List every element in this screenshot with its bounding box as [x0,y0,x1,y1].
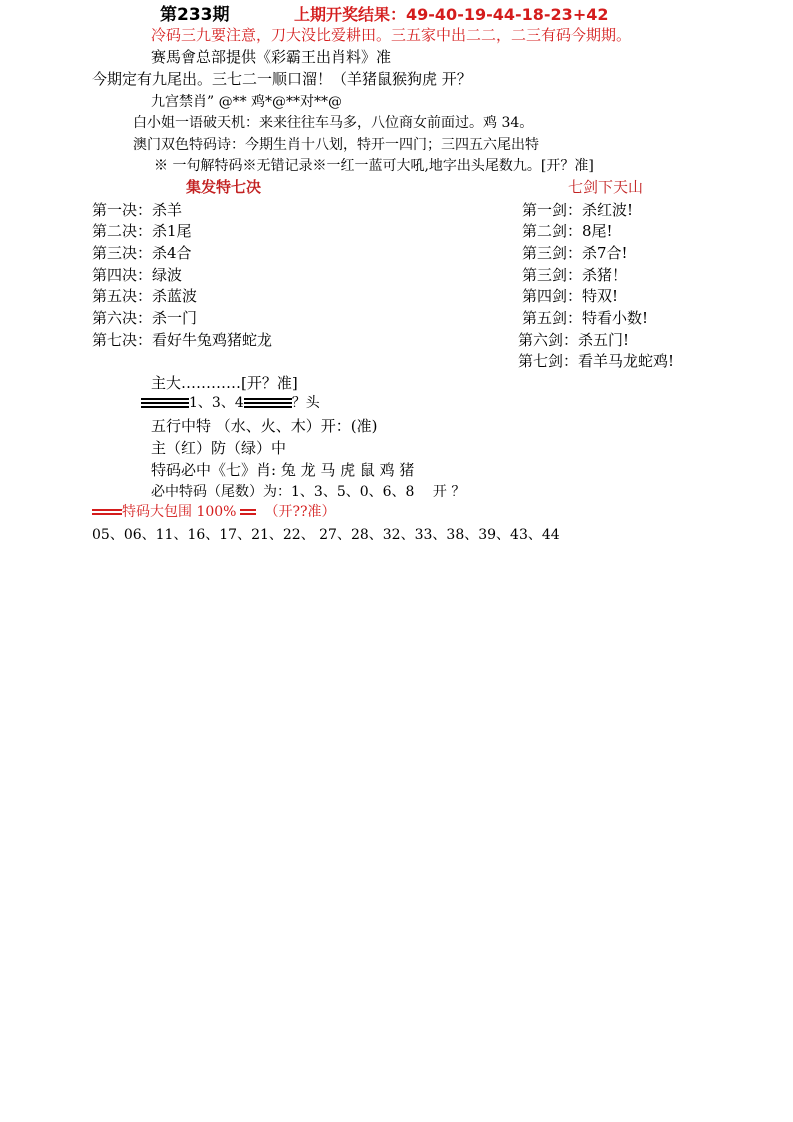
left-item-2: 第二决：杀1尾 [92,222,192,240]
left-item-4: 第四决：绿波 [92,266,183,284]
right-item-5: 第四剑：特双! [522,287,619,305]
head-pick-suffix: ？头 [291,395,320,411]
right-item-3: 第三剑：杀7合! [522,244,628,262]
right-item-8: 第七剑：看羊马龙蛇鸡! [518,352,675,370]
intro-line-5: 白小姐一语破天机：来来往往车马多，八位商女前面过。鸡 34。 [133,115,534,131]
last-result [294,7,608,23]
bag-line [92,505,336,519]
triple-bar-icon [244,396,292,410]
left-item-3: 第三决：杀4合 [92,244,192,262]
double-bar-icon [240,507,256,517]
intro-line-6: 澳门双色特码诗：今期生肖十八划，特开一四门；三四五六尾出特 [133,137,539,153]
intro-line-3: 今期定有九尾出。三七二一顺口溜！（羊猪鼠猴狗虎 开？ [92,70,472,88]
double-bar-icon [92,507,122,517]
intro-line-4: 九宫禁肖” @** 鸡*@**对**@ [151,94,343,110]
left-item-1: 第一决：杀羊 [92,201,183,219]
right-item-7: 第六剑：杀五门! [518,331,630,349]
bag-suffix: （开??准） [264,504,336,520]
right-section-title: 七剑下天山 [568,178,644,196]
result-numbers: 49-40-19-44-18-23+42 [406,5,609,24]
triple-bar-icon [141,396,189,410]
right-item-2: 第二剑：8尾! [522,222,613,240]
period-title: 第233期 [160,5,230,25]
five-elements-line: 五行中特 （水、火、木）开：(准) [151,417,378,435]
right-item-1: 第一剑：杀红波! [522,201,634,219]
bag-numbers: 05、06、11、16、17、21、22、 27、28、32、33、38、39、43、44 [92,527,560,543]
intro-line-7: ※ 一句解特码※无错记录※一红一蓝可大吼,地字出头尾数九。[开？准] [154,158,594,174]
right-item-6: 第五剑：特看小数! [522,309,649,327]
tail-pick-line: 必中特码（尾数）为：1、3、5、0、6、8 开 ？ [151,484,466,500]
left-item-6: 第六决：杀一门 [92,309,198,327]
intro-line-1: 冷码三九要注意，刀大没比爱耕田。三五家中出二二，二三有码今期期。 [151,26,632,44]
bag-label: 特码大包围 100% [122,504,237,520]
right-item-4: 第三剑：杀猪！ [522,266,628,284]
result-label: 上期开奖结果： [294,5,407,24]
color-pick-line: 主（红）防（绿）中 [151,439,287,457]
intro-line-2: 赛馬會总部提供《彩霸王出肖料》准 [151,48,392,66]
zodiac-pick-line: 特码必中《七》肖: 兔 龙 马 虎 鼠 鸡 猪 [151,461,415,479]
head-pick-line [141,396,320,410]
main-big-line: 主大…………[开？准] [151,374,298,392]
left-item-7: 第七决：看好牛兔鸡猪蛇龙 [92,331,273,349]
left-item-5: 第五决：杀蓝波 [92,287,198,305]
left-section-title: 集发特七决 [186,178,262,196]
head-pick-numbers: 1、3、4 [189,395,244,411]
